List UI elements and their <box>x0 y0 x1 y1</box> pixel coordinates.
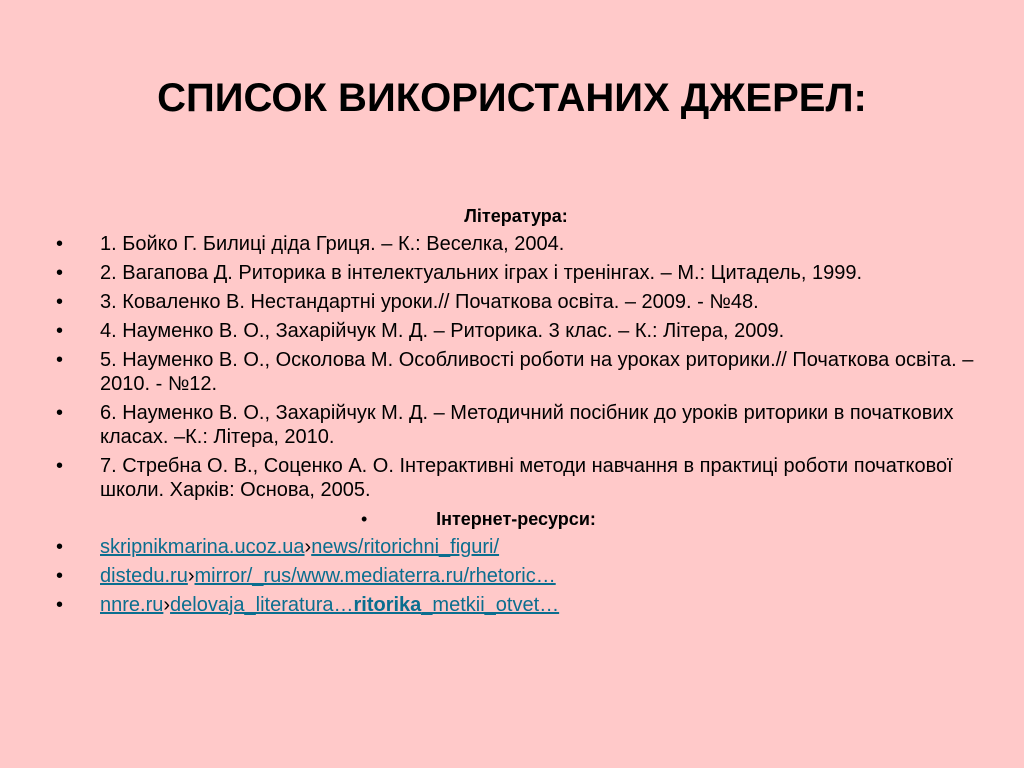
bullet: • <box>56 320 64 342</box>
internet-heading-row <box>56 507 976 531</box>
breadcrumb-separator: › <box>187 565 195 587</box>
bullet: • <box>56 455 64 477</box>
bullet: • <box>56 291 64 313</box>
list-item <box>56 593 976 617</box>
link-path[interactable]: mirror/_rus/www.mediaterra.ru/rhetoric… <box>194 565 556 587</box>
list-item <box>56 401 976 449</box>
reference-text: 3. Коваленко В. Нестандартні уроки.// Початкова освіта. – 2009. - №48. <box>100 291 759 313</box>
bullet: • <box>56 565 64 587</box>
reference-text: 4. Науменко В. О., Захарійчук М. Д. – Риторика. 3 клас. – К.: Літера, 2009. <box>100 320 785 342</box>
slide-title: СПИСОК ВИКОРИСТАНИХ ДЖЕРЕЛ: <box>157 76 867 120</box>
internet-list <box>56 535 976 617</box>
slide-content <box>56 198 976 622</box>
bullet: • <box>56 536 64 558</box>
link-path-start: delovaja_literatura… <box>170 594 354 616</box>
list-item <box>56 564 976 588</box>
list-item <box>56 319 976 343</box>
internet-heading: Інтернет-ресурси: <box>436 509 596 529</box>
reference-text: 7. Стребна О. В., Соценко А. О. Інтерактивні методи навчання в практиці роботи початкової школи. Харків: Основа, 2005. <box>100 455 953 501</box>
literature-list <box>56 232 976 502</box>
bullet: • <box>56 349 64 371</box>
link-path-end: _metkii_otvet… <box>421 594 560 616</box>
list-item <box>56 290 976 314</box>
list-item <box>56 232 976 256</box>
reference-text: 2. Вагапова Д. Риторика в інтелектуальних іграх і тренінгах. – М.: Цитадель, 1999. <box>100 262 863 284</box>
reference-text: 6. Науменко В. О., Захарійчук М. Д. – Методичний посібник до уроків риторики в початкових класах. –К.: Літера, 2010. <box>100 402 954 448</box>
breadcrumb-separator: › <box>163 594 171 616</box>
bullet: • <box>56 233 64 255</box>
bullet: • <box>361 509 368 529</box>
list-item <box>56 454 976 502</box>
reference-text: 1. Бойко Г. Билиці діда Гриця. – К.: Веселка, 2004. <box>100 233 565 255</box>
bullet: • <box>56 402 64 424</box>
list-item <box>56 348 976 396</box>
literature-heading: Література: <box>464 206 568 226</box>
link-domain[interactable]: nnre.ru <box>100 594 164 616</box>
breadcrumb-separator: › <box>304 536 312 558</box>
link-path-highlight: ritorika <box>353 594 422 616</box>
link-domain[interactable]: distedu.ru <box>100 565 188 587</box>
reference-text: 5. Науменко В. О., Осколова М. Особливості роботи на уроках риторики.// Початкова освіта. – 2010. - №12. <box>100 349 974 395</box>
list-item <box>56 535 976 559</box>
link-domain[interactable]: skripnikmarina.ucoz.ua <box>100 536 305 558</box>
link-path[interactable]: news/ritorichni_figuri/ <box>311 536 500 558</box>
link-path[interactable] <box>170 594 559 616</box>
list-item <box>56 261 976 285</box>
bullet: • <box>56 262 64 284</box>
bullet: • <box>56 594 64 616</box>
